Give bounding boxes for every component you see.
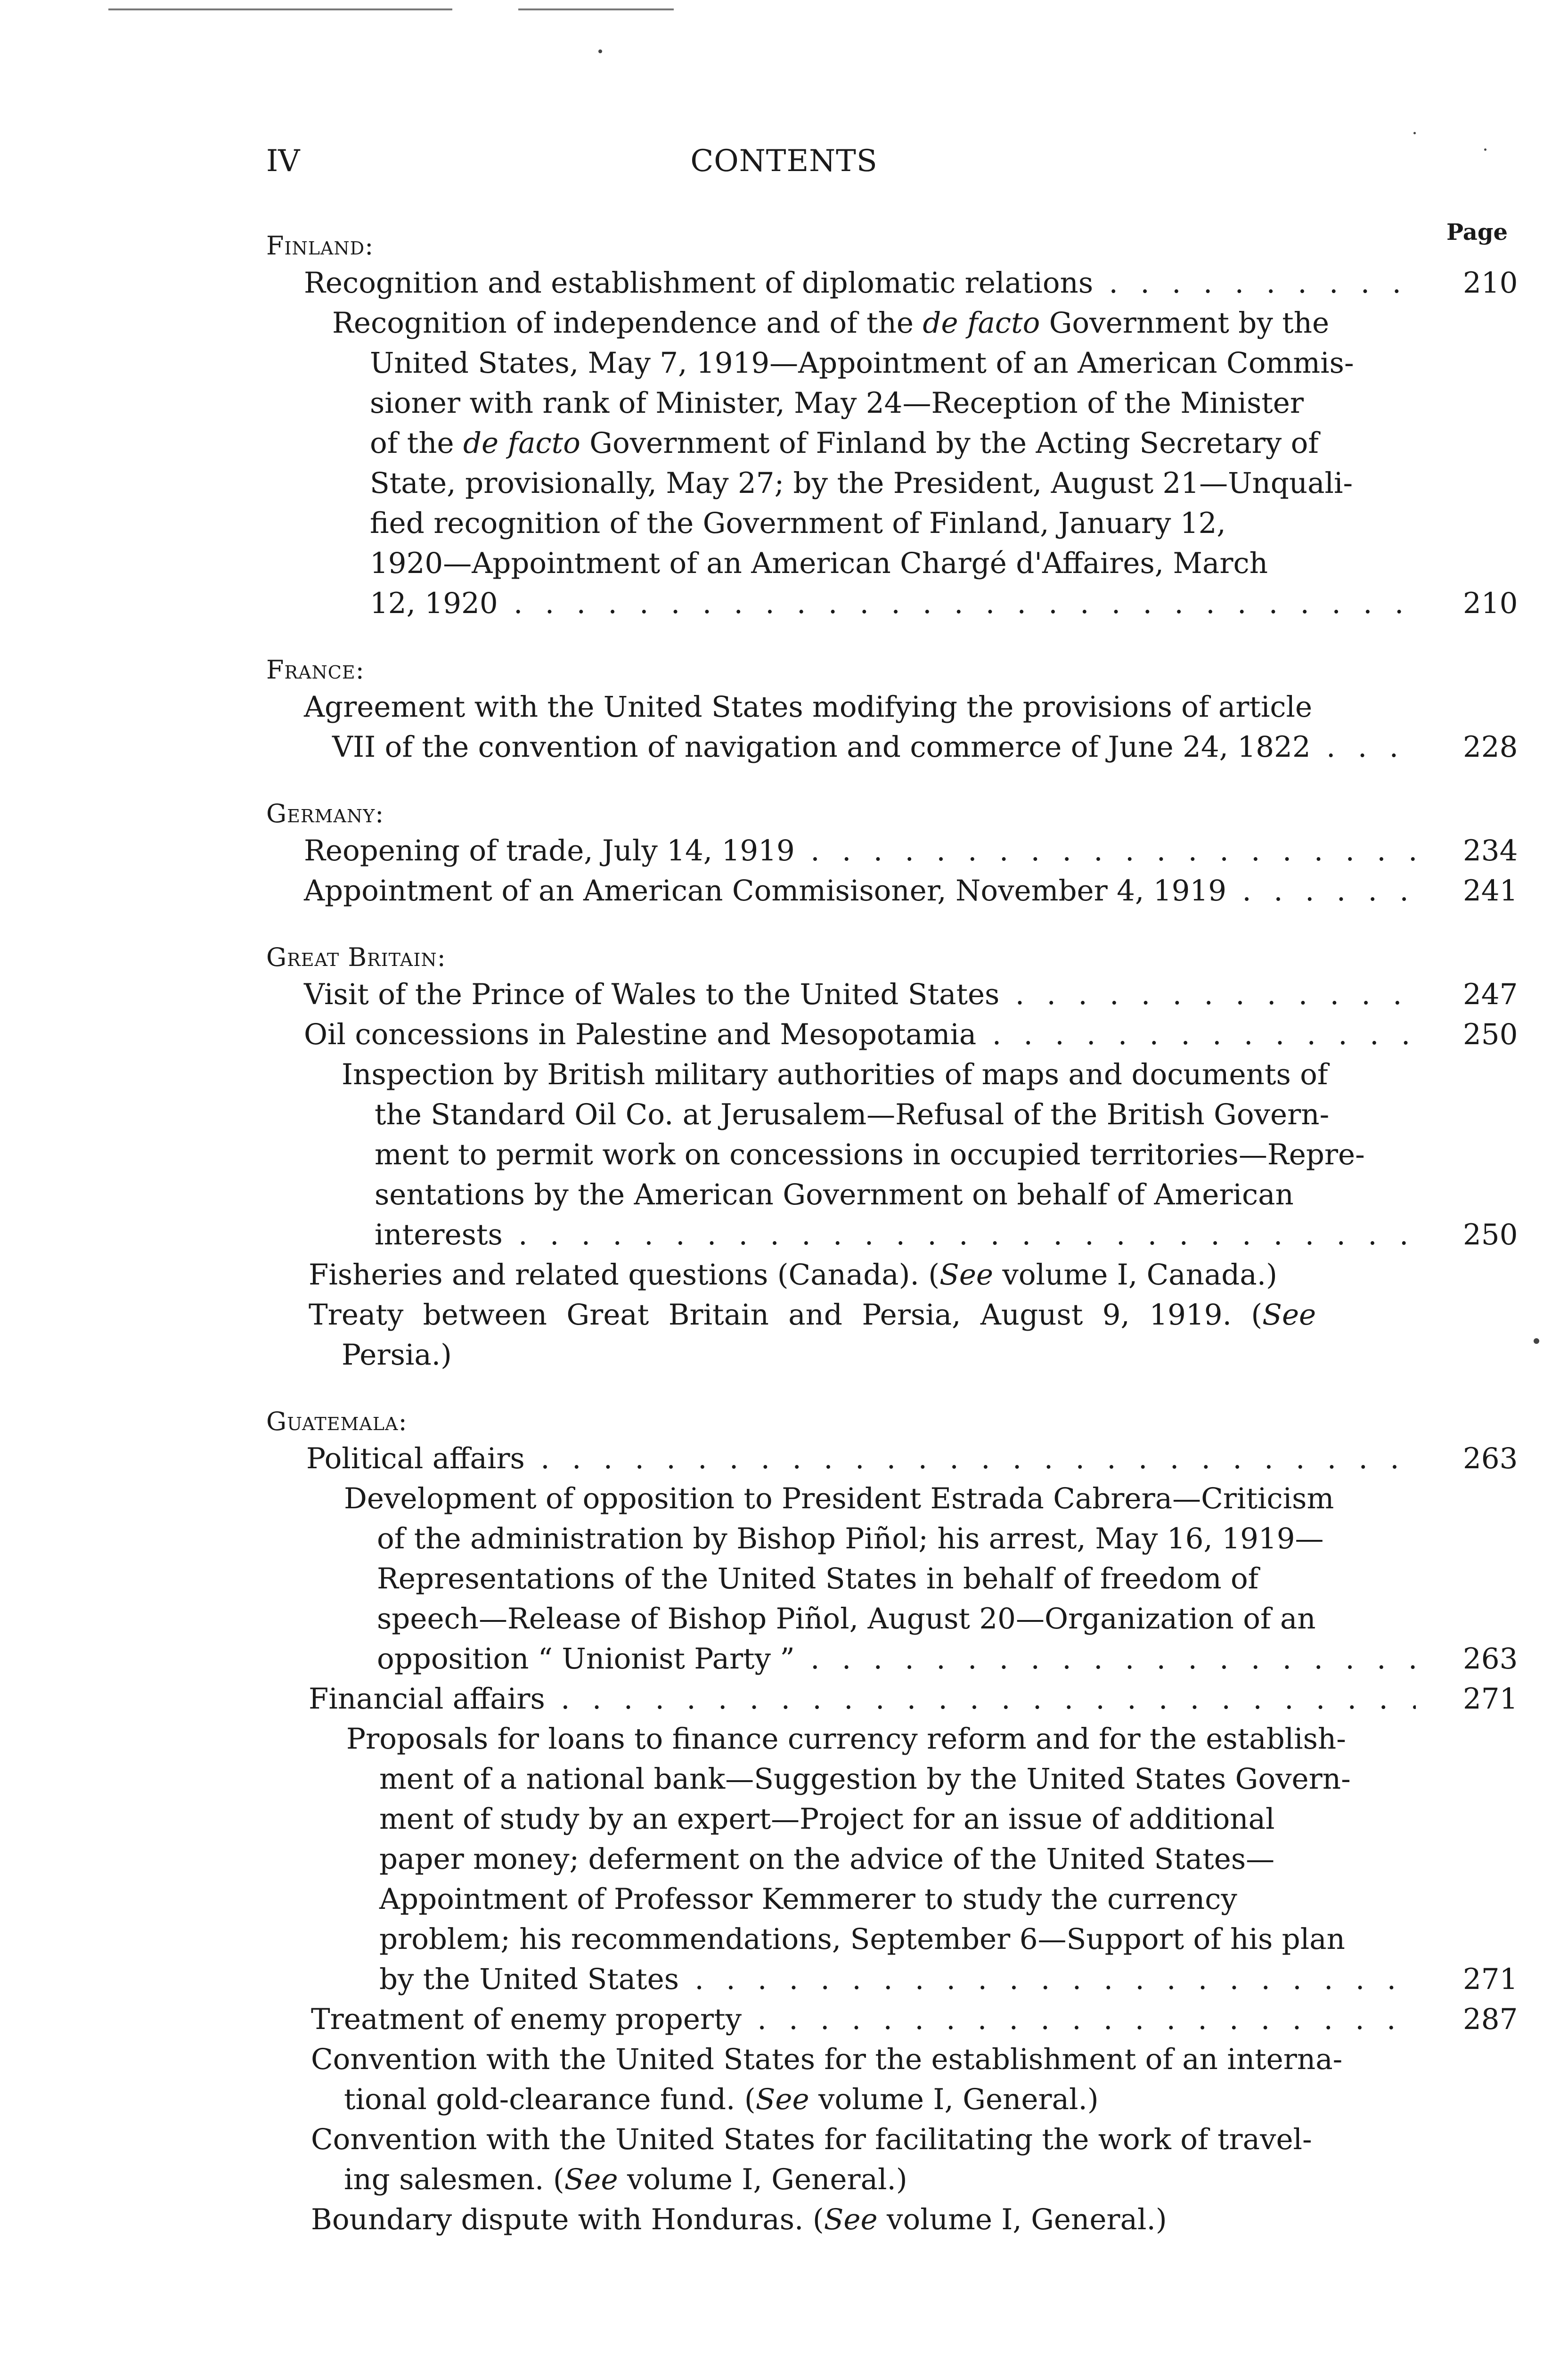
toc-entry bbox=[0, 1442, 1416, 1482]
toc-entry bbox=[0, 1642, 1416, 1682]
dot-leader bbox=[503, 1218, 1416, 1258]
dot-leader bbox=[1226, 874, 1416, 914]
entry-line: Convention with the United States for the establishment of an interna- bbox=[311, 2043, 1343, 2076]
page-column-label: Page bbox=[1446, 219, 1508, 245]
desc-italic: de facto bbox=[923, 306, 1040, 340]
page-number: 271 bbox=[1463, 1682, 1518, 1716]
desc-line: sentations by the American Government on behalf of American bbox=[375, 1178, 1294, 1211]
desc-line: 1920—Appointment of an American Chargé d'Affaires, March bbox=[370, 547, 1268, 580]
entry-text: volume I, General.) bbox=[877, 2203, 1167, 2236]
toc-entry bbox=[0, 834, 1416, 874]
page-number: 263 bbox=[1463, 1442, 1518, 1475]
toc-entry bbox=[0, 2003, 1416, 2043]
entry-line bbox=[309, 1298, 1316, 1332]
see-reference: See bbox=[564, 2163, 618, 2196]
toc-entry bbox=[0, 1018, 1416, 1058]
desc-line: ment of a national bank—Suggestion by the United States Govern- bbox=[379, 1762, 1351, 1796]
see-reference: See bbox=[1262, 1298, 1316, 1332]
entry-text: volume I, Canada.) bbox=[993, 1258, 1277, 1292]
top-rule bbox=[108, 8, 452, 10]
entry-label: Recognition and establishment of diplomatic relations bbox=[304, 266, 1094, 300]
entry-line: Proposals for loans to finance currency reform and for the establish- bbox=[346, 1722, 1346, 1756]
entry-label: Visit of the Prince of Wales to the United States bbox=[304, 978, 1000, 1011]
scan-speck bbox=[1484, 148, 1486, 151]
page-number: 210 bbox=[1463, 587, 1518, 620]
entry-label: Political affairs bbox=[306, 1442, 525, 1475]
dot-leader bbox=[999, 978, 1416, 1018]
desc-line: sioner with rank of Minister, May 24—Reception of the Minister bbox=[370, 386, 1304, 420]
scan-speck bbox=[1413, 132, 1416, 134]
top-rule-short bbox=[518, 8, 674, 10]
entry-text: Treaty between Great Britain and Persia, August 9, 1919. ( bbox=[309, 1298, 1263, 1332]
desc-line: Government of Finland by the Acting Secretary of bbox=[580, 426, 1319, 460]
see-reference: See bbox=[755, 2083, 809, 2116]
page-number: 263 bbox=[1463, 1642, 1518, 1676]
entry-label: opposition “ Unionist Party ” bbox=[377, 1642, 795, 1676]
entry-label: Financial affairs bbox=[309, 1682, 545, 1716]
dot-leader bbox=[525, 1442, 1416, 1482]
toc-entry bbox=[0, 978, 1416, 1018]
dot-leader bbox=[498, 587, 1416, 627]
entry-label: VII of the convention of navigation and commerce of June 24, 1822 bbox=[332, 730, 1311, 764]
see-reference: See bbox=[824, 2203, 878, 2236]
desc-line: speech—Release of Bishop Piñol, August 20—Organization of an bbox=[377, 1602, 1316, 1636]
entry-label: Appointment of an American Commisisoner, November 4, 1919 bbox=[304, 874, 1227, 908]
desc-line: Representations of the United States in behalf of freedom of bbox=[377, 1562, 1259, 1595]
page-number: 287 bbox=[1463, 2003, 1518, 2036]
entry-label: Treatment of enemy property bbox=[311, 2003, 742, 2036]
dot-leader bbox=[795, 834, 1416, 874]
entry-description-cont bbox=[370, 346, 1472, 587]
running-head: CONTENTS bbox=[690, 144, 878, 179]
entry-line: Agreement with the United States modifying the provisions of article bbox=[304, 690, 1313, 724]
entry-description bbox=[377, 1522, 1479, 1642]
desc-line: State, provisionally, May 27; by the President, August 21—Unquali- bbox=[370, 466, 1353, 500]
entry-line bbox=[311, 2203, 1167, 2236]
entry-line: Inspection by British military authorities of maps and documents of bbox=[342, 1058, 1328, 1091]
page-number: 247 bbox=[1463, 978, 1518, 1011]
toc-entry bbox=[0, 874, 1416, 914]
desc-line: the Standard Oil Co. at Jerusalem—Refusal of the British Govern- bbox=[375, 1098, 1330, 1131]
entry-text: volume I, General.) bbox=[618, 2163, 907, 2196]
entry-line: Convention with the United States for facilitating the work of travel- bbox=[311, 2123, 1312, 2156]
desc-line: of the bbox=[370, 426, 463, 460]
desc-line: fied recognition of the Government of Finland, January 12, bbox=[370, 507, 1226, 540]
dot-leader bbox=[1311, 730, 1416, 770]
desc-line: United States, May 7, 1919—Appointment of an American Commis- bbox=[370, 346, 1354, 380]
dot-leader bbox=[976, 1018, 1416, 1058]
toc-entry bbox=[0, 587, 1416, 627]
entry-label: 12, 1920 bbox=[370, 587, 498, 620]
entry-text: tional gold-clearance fund. ( bbox=[344, 2083, 756, 2116]
country-heading-finland: Finland: bbox=[266, 231, 374, 261]
desc-line: of the administration by Bishop Piñol; his arrest, May 16, 1919— bbox=[377, 1522, 1324, 1555]
see-reference: See bbox=[939, 1258, 994, 1292]
entry-label: interests bbox=[375, 1218, 503, 1252]
entry-label: Reopening of trade, July 14, 1919 bbox=[304, 834, 795, 867]
entry-line: Persia.) bbox=[342, 1338, 452, 1372]
dot-leader bbox=[795, 1642, 1416, 1682]
page-number: 271 bbox=[1463, 1963, 1518, 1996]
entry-label: by the United States bbox=[379, 1963, 679, 1996]
desc-italic: de facto bbox=[463, 426, 580, 460]
country-heading-guatemala: Guatemala: bbox=[266, 1407, 408, 1436]
page-number: 234 bbox=[1463, 834, 1518, 867]
desc-line: ment to permit work on concessions in occupied territories—Repre- bbox=[375, 1138, 1365, 1171]
page-number: 228 bbox=[1463, 730, 1518, 764]
desc-line: paper money; deferment on the advice of the United States— bbox=[379, 1842, 1275, 1876]
scan-speck bbox=[598, 49, 602, 53]
desc-line: ment of study by an expert—Project for an issue of additional bbox=[379, 1802, 1275, 1836]
page-number: 250 bbox=[1463, 1018, 1518, 1051]
toc-entry bbox=[0, 1682, 1416, 1722]
dot-leader bbox=[742, 2003, 1416, 2043]
desc-line: Recognition of independence and of the bbox=[332, 306, 923, 340]
entry-text: volume I, General.) bbox=[809, 2083, 1099, 2116]
entry-description bbox=[332, 306, 1435, 346]
country-heading-germany: Germany: bbox=[266, 799, 384, 828]
dot-leader bbox=[545, 1682, 1416, 1722]
entry-description bbox=[375, 1098, 1477, 1218]
page-number: 241 bbox=[1463, 874, 1518, 908]
desc-line: Government by the bbox=[1040, 306, 1330, 340]
entry-line bbox=[309, 1258, 1277, 1292]
toc-entry bbox=[0, 1963, 1416, 2003]
dot-leader bbox=[679, 1963, 1416, 2003]
country-heading-great-britain: Great Britain: bbox=[266, 942, 446, 972]
toc-entry bbox=[0, 266, 1416, 306]
dot-leader bbox=[1093, 266, 1416, 306]
toc-entry bbox=[0, 730, 1416, 770]
entry-description bbox=[379, 1762, 1482, 1963]
scan-speck bbox=[1534, 1338, 1539, 1344]
toc-entry bbox=[0, 1218, 1416, 1258]
page-number: 250 bbox=[1463, 1218, 1518, 1252]
entry-label: Oil concessions in Palestine and Mesopotamia bbox=[304, 1018, 977, 1051]
entry-text: ing salesmen. ( bbox=[344, 2163, 564, 2196]
entry-line bbox=[344, 2083, 1099, 2116]
entry-line bbox=[344, 2163, 907, 2196]
page-number: 210 bbox=[1463, 266, 1518, 300]
entry-text: Fisheries and related questions (Canada). ( bbox=[309, 1258, 940, 1292]
entry-line: Development of opposition to President Estrada Cabrera—Criticism bbox=[344, 1482, 1334, 1515]
country-heading-france: France: bbox=[266, 655, 365, 685]
desc-line: Appointment of Professor Kemmerer to study the currency bbox=[379, 1882, 1237, 1916]
desc-line: problem; his recommendations, September 6—Support of his plan bbox=[379, 1922, 1345, 1956]
page-folio: IV bbox=[266, 144, 300, 179]
entry-text: Boundary dispute with Honduras. ( bbox=[311, 2203, 824, 2236]
